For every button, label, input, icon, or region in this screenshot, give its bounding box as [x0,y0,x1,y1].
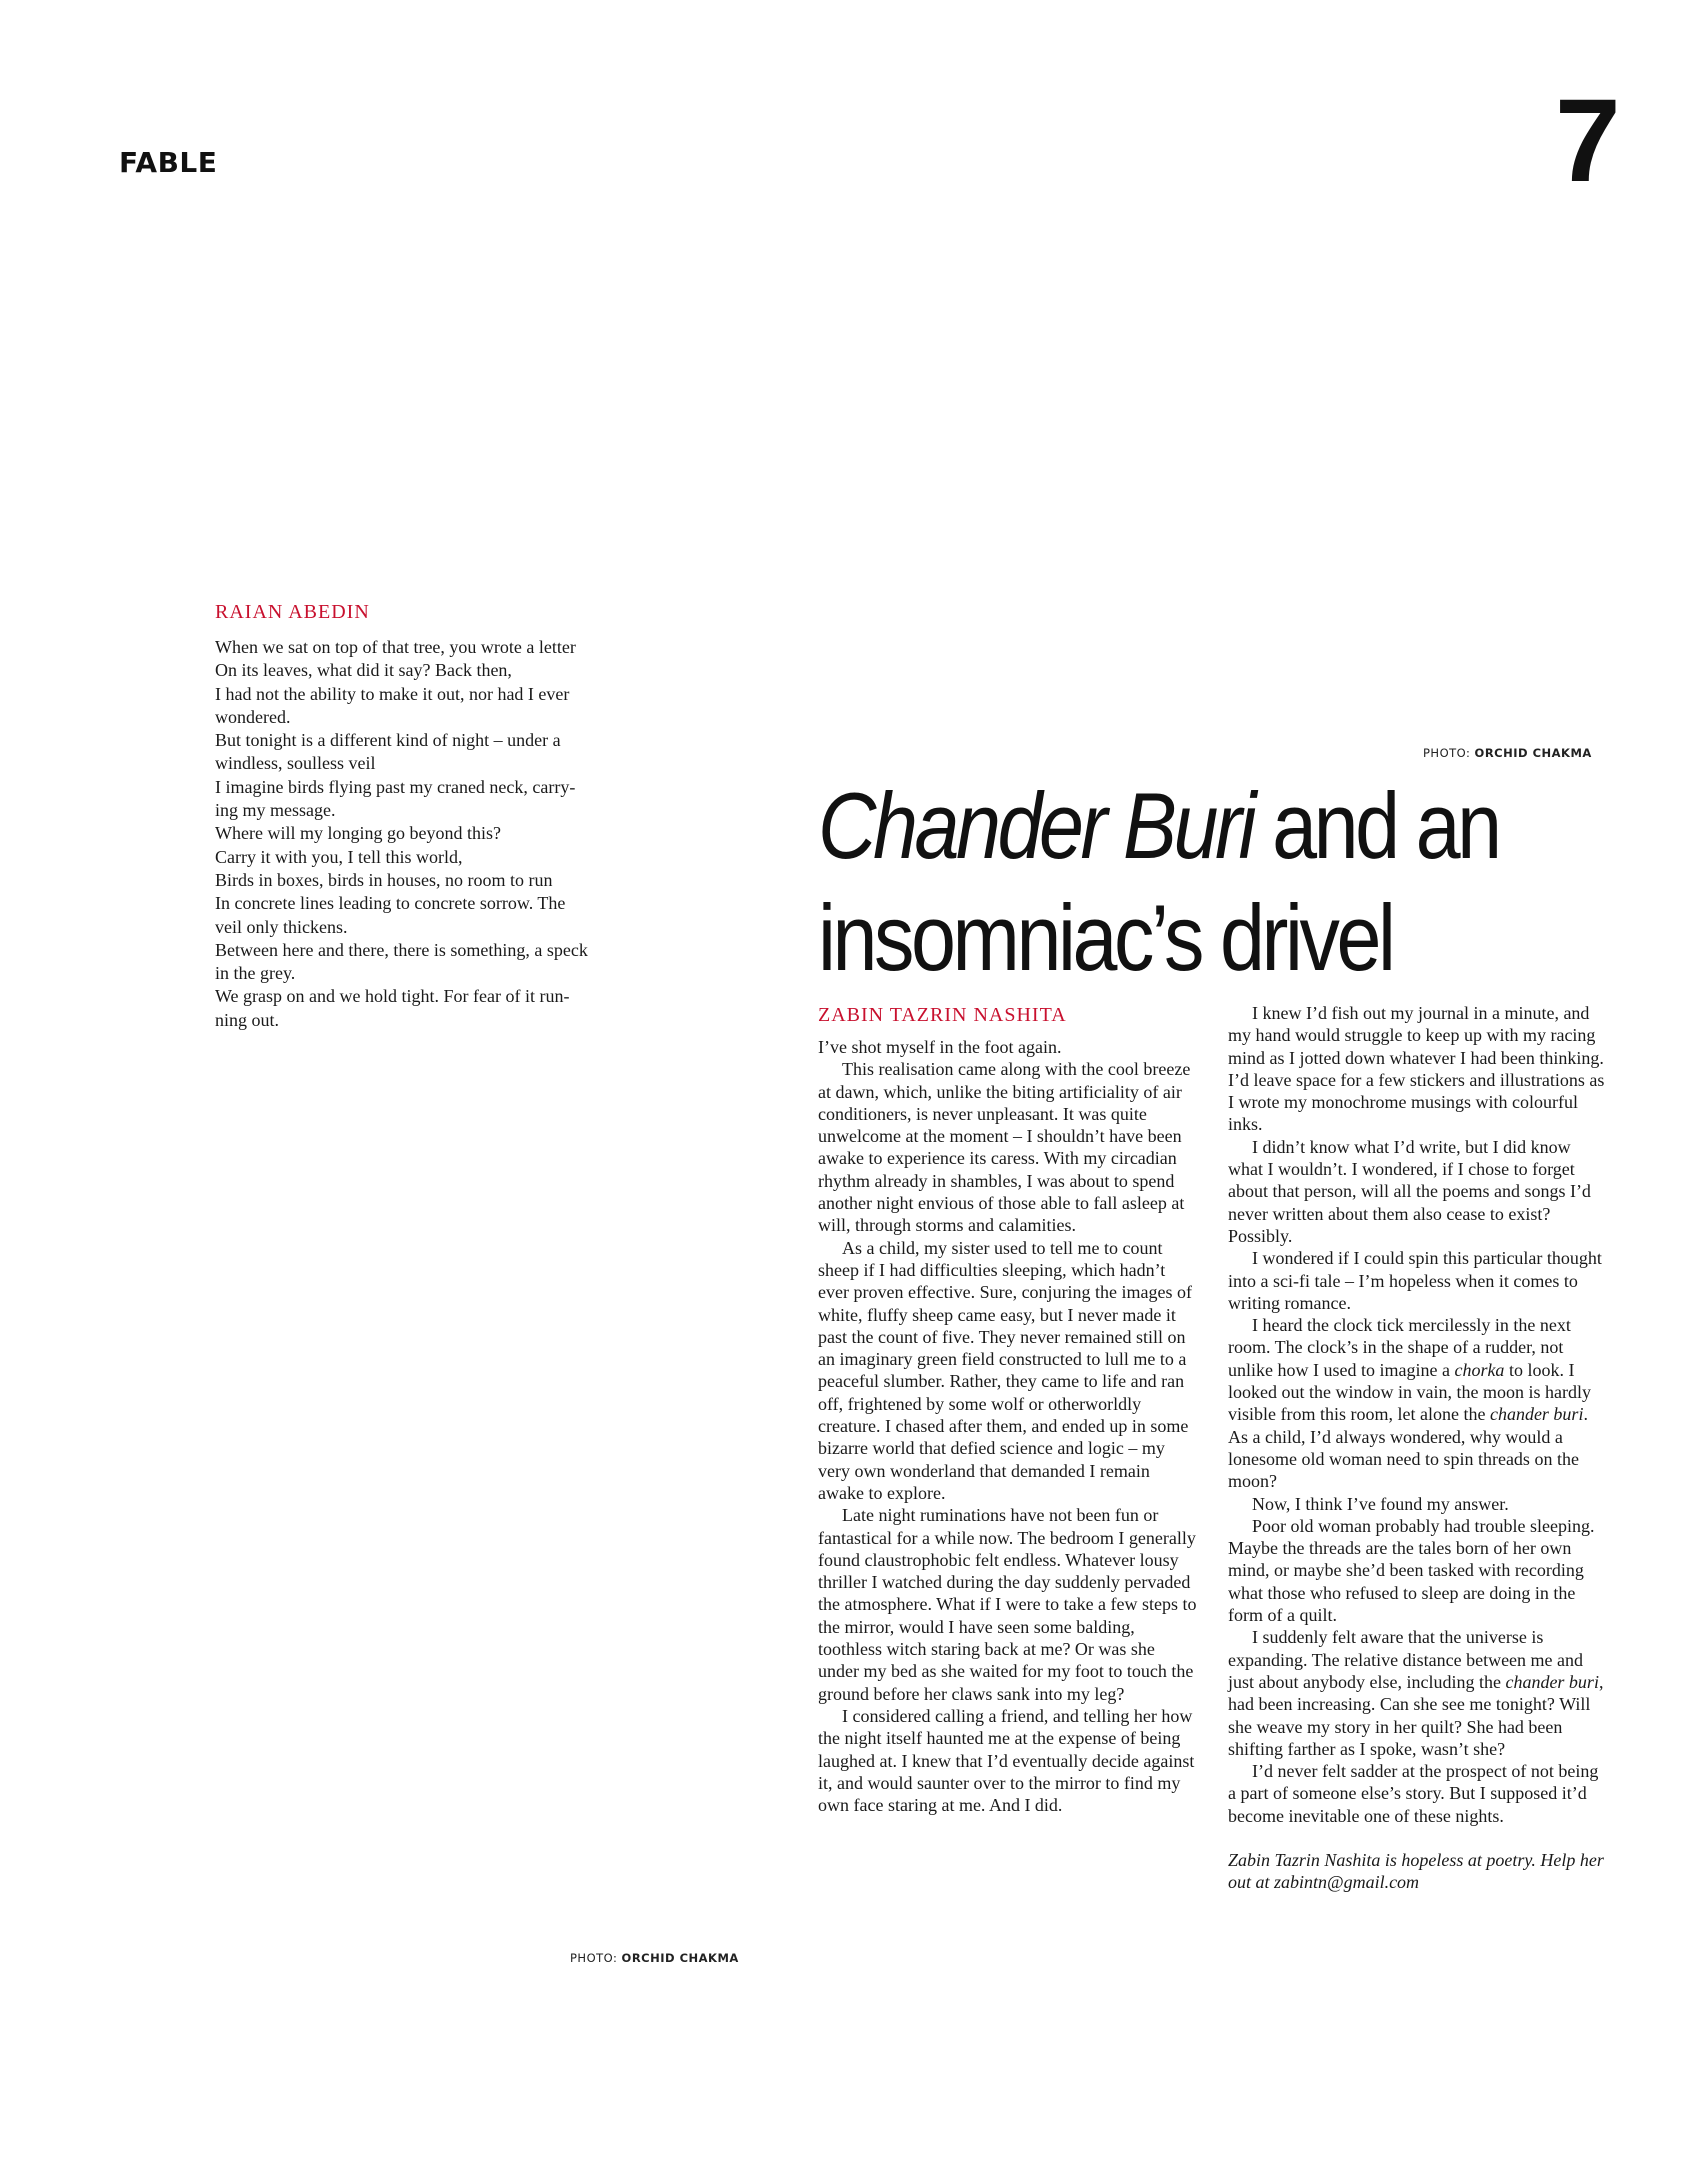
paragraph: This realisation came along with the cool breeze at dawn, which, unlike the biting artificiality of air conditioners, is never unpleasant. It was quite unwelcome at the moment – I shouldn’t have been awake to experience its caress. With my circadian rhythm already in shambles, I was about to spend another night envious of those able to fall asleep at will, through storms and calamities. [818,1059,1191,1236]
poem-line: On its leaves, what did it say? Back then, [215,660,512,681]
italic-term: chander buri [1489,1404,1584,1425]
text-run: to look. I looked out the window in vain, the moon is hardly visible from this room, let alone the [1228,1359,1591,1425]
section-label: FABLE [119,146,218,179]
article-column-2 [1228,1002,1608,1894]
text-run: . As a child, I’d always wondered, why would a lonesome old woman need to spin threads on the moon? [1228,1404,1588,1492]
paragraph: I didn’t know what I’d write, but I did know what I wouldn’t. I wondered, if I chose to forget about that person, will all the poems and songs I’d never written about them also cease to exist? Possibly. [1228,1136,1591,1246]
poem-body [215,636,655,1032]
poem-line: We grasp on and we hold tight. For fear of it run- [215,986,570,1007]
page-number: 7 [1555,75,1621,207]
poem-line: Carry it with you, I tell this world, [215,846,463,867]
poem-line: windless, soulless veil [215,753,376,774]
photo-credit-name: ORCHID CHAKMA [621,1951,739,1965]
photo-credit-name: ORCHID CHAKMA [1474,746,1592,760]
paragraph: I knew I’d fish out my journal in a minute, and my hand would struggle to keep up with my racing mind as I jotted down whatever I had been thinking. I’d leave space for a few stickers and illustrations as I wrote my monochrome musings with colourful inks. [1228,1003,1605,1135]
italic-term: chander buri [1505,1671,1599,1692]
poem-author: RAIAN ABEDIN [215,601,370,623]
text-run: I suddenly felt aware that the universe is expanding. The relative distance between me and just about anybody else, including the [1228,1627,1584,1692]
headline-line-1 [818,770,1499,882]
paragraph: I considered calling a friend, and telling her how the night itself haunted me at the expense of being laughed at. I knew that I’d eventually decide against it, and would saunter over to the mirror to find my own face staring at me. And I did. [818,1705,1195,1816]
paragraph: I’ve shot myself in the foot again. [818,1037,1062,1057]
poem-line: In concrete lines leading to concrete sorrow. The [215,893,566,914]
headline-line-2: insomniac’s drivel [818,885,1393,990]
paragraph [1228,1626,1608,1760]
poem-line: I had not the ability to make it out, nor had I ever [215,683,570,704]
photo-credit-prefix: PHOTO: [570,1951,618,1965]
paragraph: Poor old woman probably had trouble sleeping. Maybe the threads are the tales born of her own mind, or maybe she’d been tasked with recording what those who refused to sleep are doing in the form of a quilt. [1228,1515,1595,1626]
poem-line: But tonight is a different kind of night – under a [215,730,561,751]
article-headline [818,770,1499,994]
poem-line: wondered. [215,706,291,727]
poem-line: Birds in boxes, birds in houses, no room to run [215,869,553,890]
headline-rest: and an [1272,773,1499,878]
article-author: ZABIN TAZRIN NASHITA [818,1004,1067,1026]
paragraph: Now, I think I’ve found my answer. [1252,1493,1509,1514]
photo-credit-left [570,1951,739,1965]
italic-term: chorka [1454,1359,1505,1380]
poem-line: veil only thickens. [215,916,348,937]
poem-line: Between here and there, there is something, a speck [215,939,588,960]
paragraph: I wondered if I could spin this particular thought into a sci-fi tale – I’m hopeless when it comes to writing romance. [1228,1248,1602,1313]
poem-line: ing my message. [215,800,336,821]
poem-line: Where will my longing go beyond this? [215,823,501,844]
paragraph [1228,1314,1608,1492]
photo-credit-prefix: PHOTO: [1423,746,1471,760]
poem-line: in the grey. [215,963,296,984]
poem-line: When we sat on top of that tree, you wrote a letter [215,637,576,657]
paragraph: Late night ruminations have not been fun or fantastical for a while now. The bedroom I generally found claustrophobic felt endless. Whatever lousy thriller I watched during the day suddenly pervaded the atmosphere. What if I were to take a few steps to the mirror, would I have seen some balding, toothless witch staring back at me? Or was she under my bed as she waited for my foot to touch the ground before her claws sank into my leg? [818,1505,1197,1704]
author-bio: Zabin Tazrin Nashita is hopeless at poetry. Help her out at zabintn@gmail.com [1228,1849,1604,1893]
paragraph: As a child, my sister used to tell me to count sheep if I had difficulties sleeping, which hadn’t ever proven effective. Sure, conjuring the images of white, fluffy sheep came easy, but I never made it past the count of five. They never remained still on an imaginary green field constructed to lull me to a peaceful slumber. Rather, they came to life and ran off, frightened by some wolf or otherworldly creature. I chased after them, and ended up in some bizarre world that defied science and logic – my very own wonderland that demanded I remain awake to explore. [818,1237,1193,1503]
article-column-1 [818,1036,1198,1816]
paragraph: I’d never felt sadder at the prospect of not being a part of someone else’s story. But I supposed it’d become inevitable one of these nights. [1228,1761,1599,1826]
headline-italic: Chander Buri [818,773,1254,878]
text-run: I heard the clock tick mercilessly in the next room. The clock’s in the shape of a rudder, not unlike how I used to imagine a [1228,1315,1571,1380]
poem-line: I imagine birds flying past my craned neck, carry- [215,776,576,797]
photo-credit-right [1423,746,1592,760]
poem-line: ning out. [215,1009,280,1030]
text-run: , had been increasing. Can she see me tonight? Will she weave my story in her quilt? She had been shifting farther as I spoke, wasn’t she? [1228,1671,1604,1759]
